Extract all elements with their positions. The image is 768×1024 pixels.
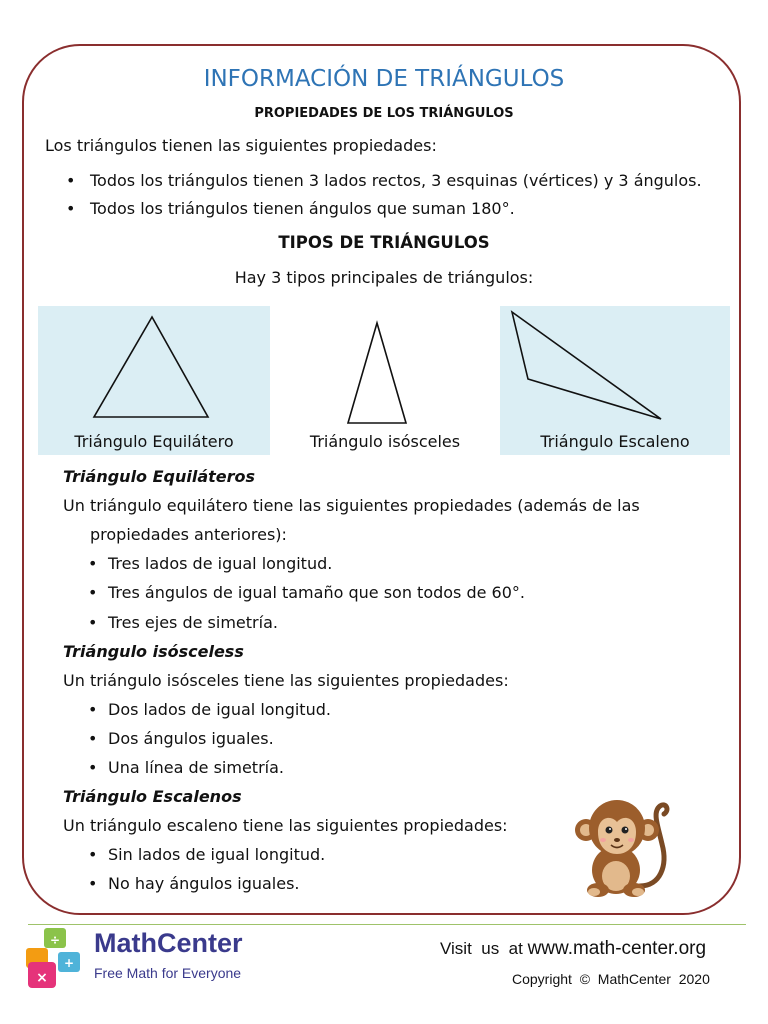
brand-tagline: Free Math for Everyone <box>94 965 242 981</box>
page-title: INFORMACIÓN DE TRIÁNGULOS <box>203 66 565 92</box>
equilateral-description: Un triángulo equilátero tiene las siguientes propiedades (además de las <box>63 496 640 515</box>
svg-text:÷: ÷ <box>49 933 61 947</box>
bullet-icon: • <box>88 554 98 573</box>
types-heading: TIPOS DE TRIÁNGULOS <box>278 233 490 252</box>
scalene-panel <box>500 306 730 455</box>
intro-bullet: • Todos los triángulos tienen 3 lados rectos, 3 esquinas (vértices) y 3 ángulos. <box>66 171 702 190</box>
bullet-icon: • <box>66 199 76 218</box>
list-item: • No hay ángulos iguales. <box>88 874 300 893</box>
scalene-caption: Triángulo Escaleno <box>540 432 690 451</box>
list-item: • Tres ejes de simetría. <box>88 613 278 632</box>
mathcenter-logo-icon <box>24 926 90 988</box>
bullet-icon: • <box>88 700 98 719</box>
bullet-icon: • <box>88 874 98 893</box>
copyright: Copyright © MathCenter 2020 <box>512 971 710 987</box>
bullet-icon: • <box>88 729 98 748</box>
bullet-icon: • <box>88 583 98 602</box>
visit-text: Visit us at www.math-center.org <box>440 938 707 959</box>
intro-bullet: • Todos los triángulos tienen ángulos que suman 180°. <box>66 199 515 218</box>
monkey-icon <box>568 782 678 902</box>
website-link[interactable]: www.math-center.org <box>527 938 707 959</box>
bullet-icon: • <box>88 758 98 777</box>
page-subtitle: PROPIEDADES DE LOS TRIÁNGULOS <box>254 106 514 121</box>
isosceles-caption: Triángulo isósceles <box>309 432 461 451</box>
equilateral-caption: Triángulo Equilátero <box>74 432 234 451</box>
bullet-icon: • <box>66 171 76 190</box>
svg-text:+: + <box>63 956 75 970</box>
equilateral-panel <box>38 306 270 455</box>
equilateral-heading: Triángulo Equiláteros <box>63 467 256 486</box>
scalene-description: Un triángulo escaleno tiene las siguientes propiedades: <box>63 816 508 835</box>
list-item: • Una línea de simetría. <box>88 758 284 777</box>
equilateral-description-cont: propiedades anteriores): <box>90 525 287 544</box>
isosceles-heading: Triángulo isósceless <box>63 642 244 661</box>
list-item: • Sin lados de igual longitud. <box>88 845 326 864</box>
types-subheading: Hay 3 tipos principales de triángulos: <box>234 268 534 287</box>
svg-text:×: × <box>36 970 48 986</box>
footer-divider <box>28 924 746 925</box>
list-item: • Dos lados de igual longitud. <box>88 700 331 719</box>
list-item: • Dos ángulos iguales. <box>88 729 274 748</box>
intro-lead: Los triángulos tienen las siguientes propiedades: <box>45 136 437 155</box>
isosceles-description: Un triángulo isósceles tiene las siguientes propiedades: <box>63 671 509 690</box>
list-item: • Tres lados de igual longitud. <box>88 554 333 573</box>
isosceles-panel <box>270 306 500 455</box>
brand-name: MathCenter <box>94 928 243 958</box>
scalene-heading: Triángulo Escalenos <box>63 787 242 806</box>
bullet-icon: • <box>88 613 98 632</box>
list-item: • Tres ángulos de igual tamaño que son todos de 60°. <box>88 583 525 602</box>
bullet-icon: • <box>88 845 98 864</box>
